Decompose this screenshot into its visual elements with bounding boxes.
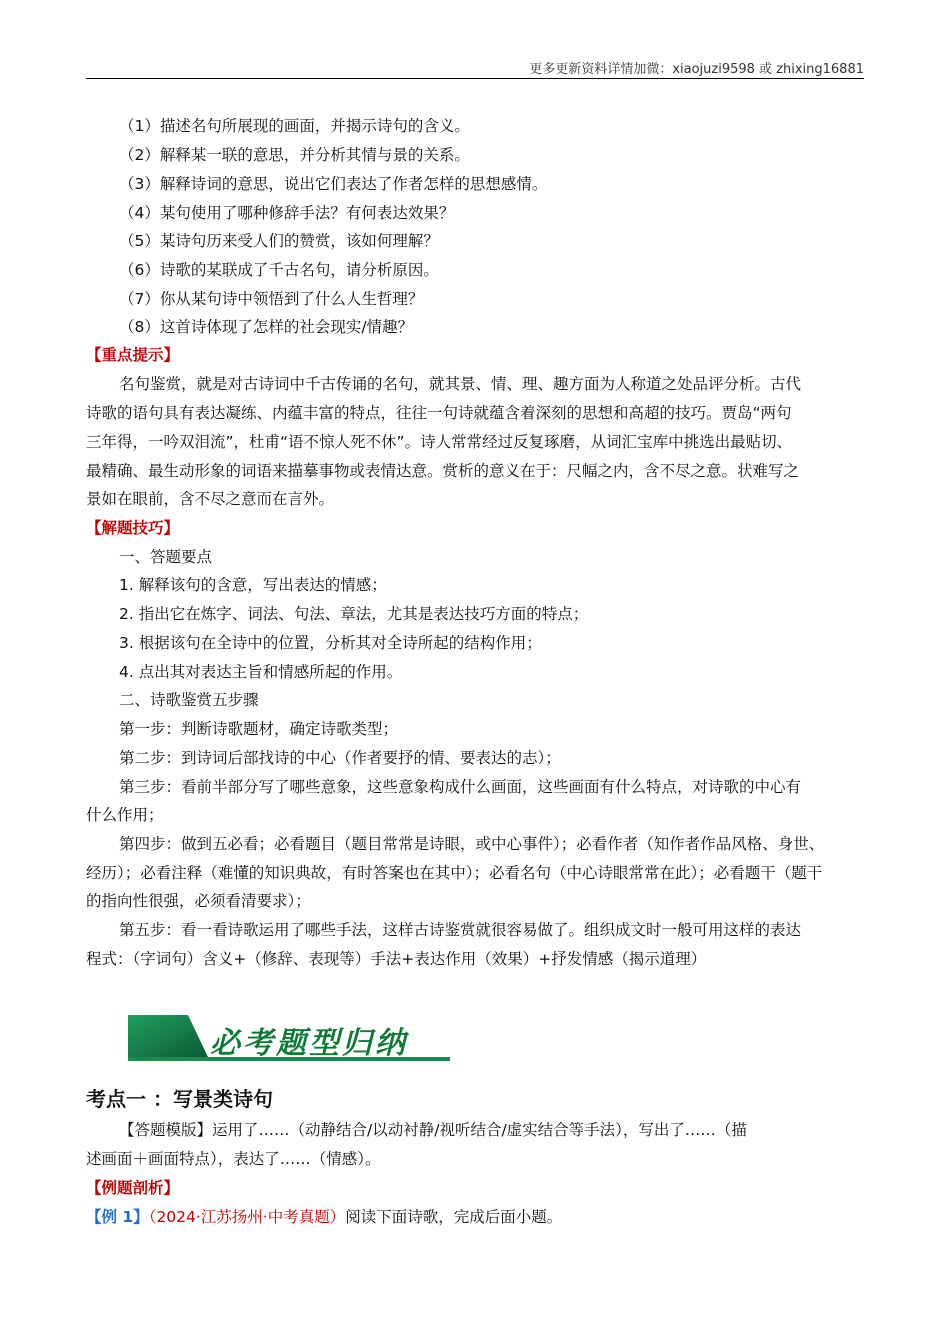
question-type-1: （1）描述名句所展现的画面，并揭示诗句的含义。 xyxy=(119,117,470,135)
example-heading: 【例题剖析】 xyxy=(86,1179,180,1197)
techniques-heading: 【解题技巧】 xyxy=(86,519,180,537)
techniques-line: 2. 指出它在炼字、词法、句法、章法，尤其是表达技巧方面的特点； xyxy=(119,605,589,623)
techniques-step: 第五步：看一看诗歌运用了哪些手法，这样古诗鉴赏就很容易做了。组织成文时一般可用这样的表达 xyxy=(119,921,802,939)
header-rule xyxy=(86,78,864,79)
techniques-line: 3. 根据该句在全诗中的位置，分析其对全诗所起的结构作用； xyxy=(119,634,542,652)
techniques-subheading: 一、答题要点 xyxy=(119,548,213,566)
key-points-line: 最精确、最生动形象的词语来描摹事物或表情达意。赏析的意义在于：尺幅之内，含不尽之意。状难写之 xyxy=(86,462,800,480)
key-points-line: 诗歌的语句具有表达凝练、内蕴丰富的特点，往往一句诗就蕴含着深刻的思想和高超的技巧。贾岛“两句 xyxy=(86,404,792,422)
techniques-step: 第三步：看前半部分写了哪些意象，这些意象构成什么画面，这些画面有什么特点，对诗歌的中心有 xyxy=(119,778,802,796)
techniques-step: 程式：（字词句）含义+（修辞、表现等）手法+表达作用（效果）+抒发情感（揭示道理） xyxy=(86,950,707,968)
techniques-step: 经历）；必看注释（难懂的知识典故，有时答案也在其中）；必看名句（中心诗眼常常在此）；必看题干（题干 xyxy=(86,864,823,882)
techniques-step: 第一步：判断诗歌题材，确定诗歌类型； xyxy=(119,720,399,738)
section-title: 考点一 ：写景类诗句 xyxy=(86,1087,273,1111)
banner-title: 必考题型归纳 xyxy=(210,1026,408,1061)
techniques-line: 4. 点出其对表达主旨和情感所起的作用。 xyxy=(119,663,403,681)
example-line xyxy=(86,1207,866,1227)
techniques-line: 1. 解释该句的含意，写出表达的情感； xyxy=(119,576,387,594)
header-note: 更多更新资料详情加微：xiaojuzi9598 或 zhixing16881 xyxy=(529,62,864,77)
question-type-8: （8）这首诗体现了怎样的社会现实/情趣？ xyxy=(119,318,414,336)
techniques-subheading: 二、诗歌鉴赏五步骤 xyxy=(119,691,259,709)
question-type-6: （6）诗歌的某联成了千古名句，请分析原因。 xyxy=(119,261,439,279)
question-type-4: （4）某句使用了哪种修辞手法？有何表达效果？ xyxy=(119,204,455,222)
answer-template-line: 述画面＋画面特点），表达了……（情感）。 xyxy=(86,1150,381,1168)
question-type-7: （7）你从某句诗中领悟到了什么人生哲理？ xyxy=(119,290,424,308)
techniques-step: 第四步：做到五必看；必看题目（题目常常是诗眼，或中心事件）；必看作者（知作者作品风格、身世、 xyxy=(119,835,825,853)
question-type-5: （5）某诗句历来受人们的赞赏，该如何理解？ xyxy=(119,232,439,250)
example-source: （2024·江苏扬州·中考真题） xyxy=(148,1208,346,1226)
example-text: 阅读下面诗歌，完成后面小题。 xyxy=(345,1208,563,1226)
question-type-3: （3）解释诗词的意思，说出它们表达了作者怎样的思想感情。 xyxy=(119,175,548,193)
question-type-2: （2）解释某一联的意思，并分析其情与景的关系。 xyxy=(119,146,470,164)
key-points-line: 景如在眼前，含不尽之意而在言外。 xyxy=(86,490,335,508)
answer-template-line: 【答题模版】运用了……（动静结合/以动衬静/视听结合/虚实结合等手法），写出了……（描 xyxy=(119,1121,747,1139)
techniques-step: 什么作用； xyxy=(86,806,164,824)
example-tag: 【例 1】 xyxy=(86,1208,149,1226)
key-points-line: 名句鉴赏，就是对古诗词中千古传诵的名句，就其景、情、理、趣方面为人称道之处品评分析。古代 xyxy=(119,375,802,393)
techniques-step: 的指向性很强，必须看清要求）； xyxy=(86,892,311,910)
key-points-line: 三年得，一吟双泪流”，杜甫“语不惊人死不休”。诗人常常经过反复琢磨，从词汇宝库中挑选出最贴切、 xyxy=(86,433,793,451)
techniques-step: 第二步：到诗词后部找诗的中心（作者要抒的情、要表达的志）； xyxy=(119,749,561,767)
key-points-heading: 【重点提示】 xyxy=(86,346,180,364)
